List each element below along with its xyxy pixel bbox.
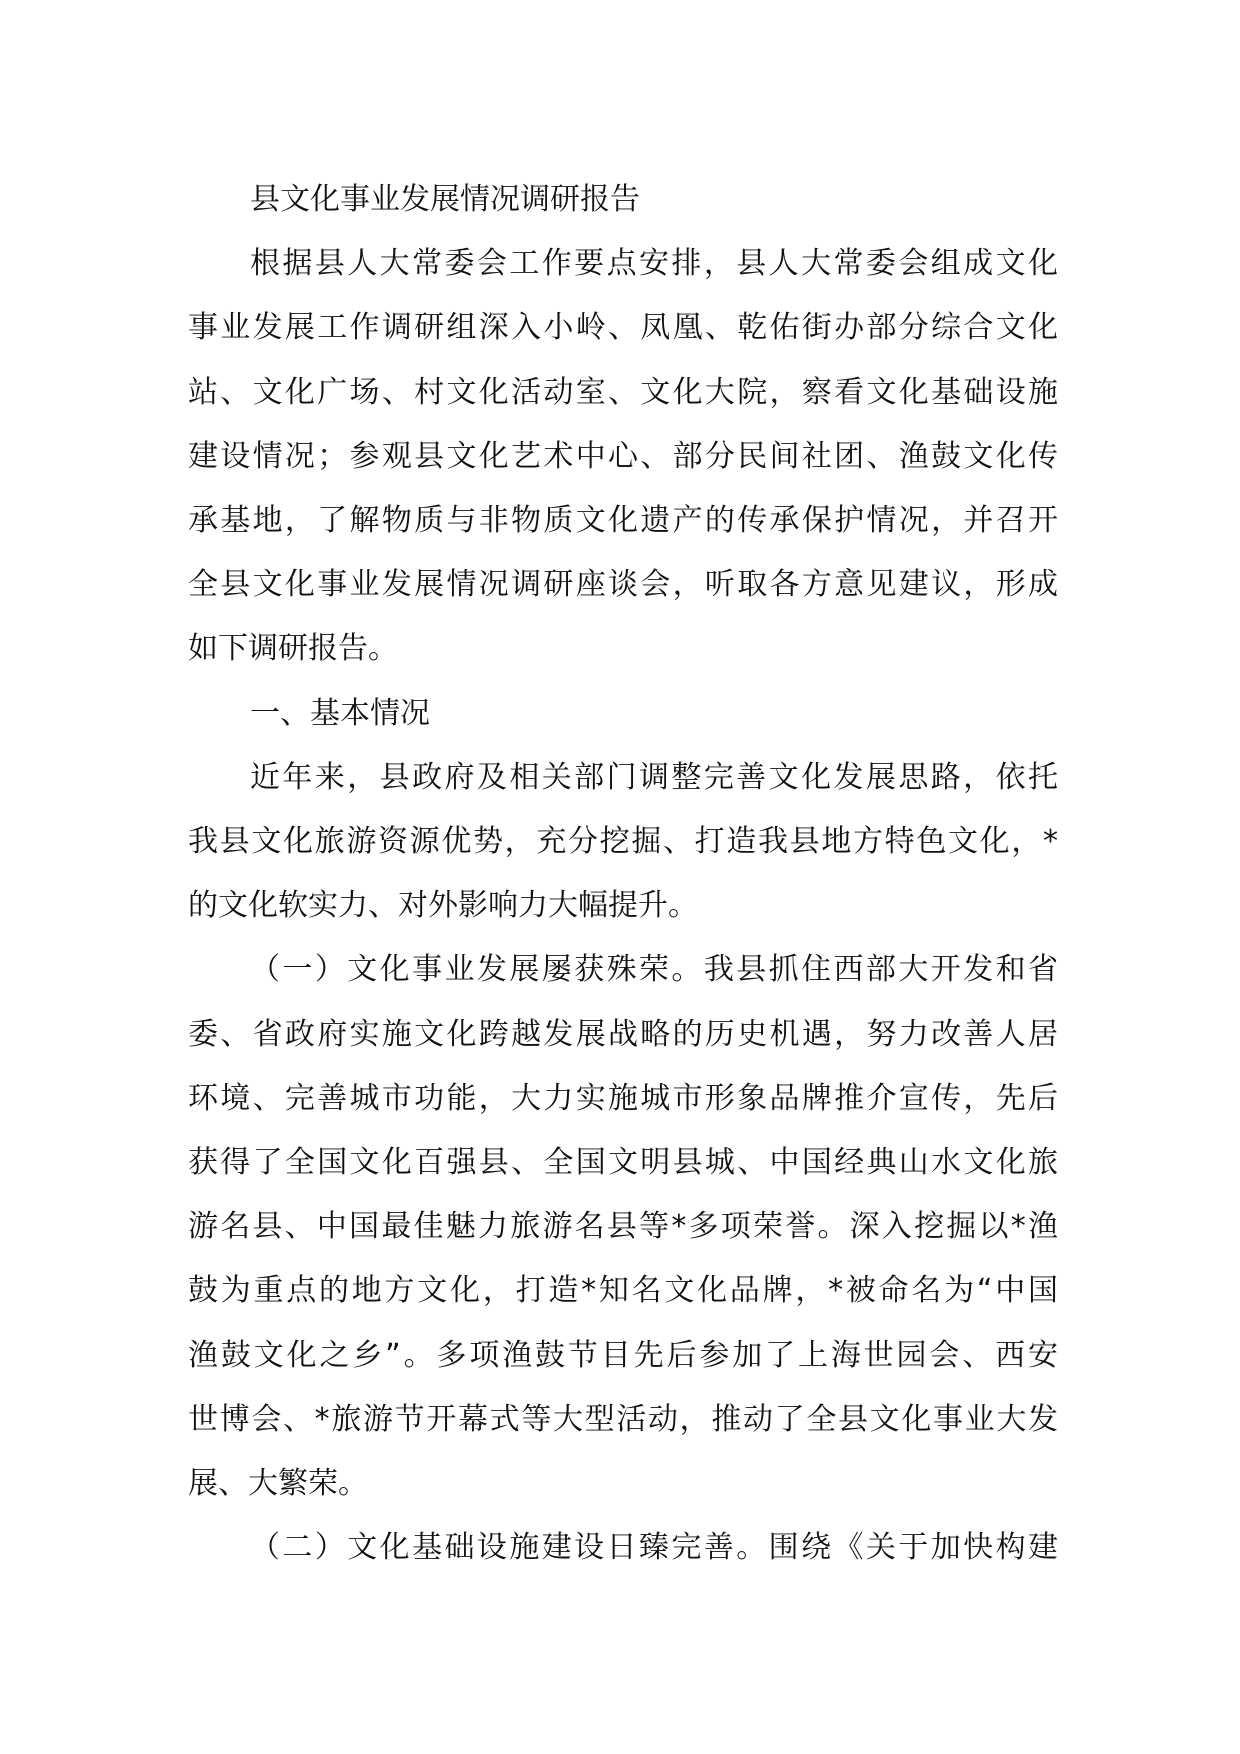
paragraph-honors <box>188 938 1058 1516</box>
paragraph-overview <box>188 746 1058 939</box>
text-line: 建设情况；参观县文化艺术中心、部分民间社团、渔鼓文化传 <box>188 438 1058 474</box>
text-line: 渔鼓文化之乡”。多项渔鼓节目先后参加了上海世园会、西安 <box>188 1337 1058 1373</box>
text-line: （一）文化事业发展屡获殊荣。我县抓住西部大开发和省 <box>250 952 1058 988</box>
text-line: 全县文化事业发展情况调研座谈会，听取各方意见建议，形成 <box>188 567 1058 603</box>
document-title: 县文化事业发展情况调研报告 <box>250 182 640 217</box>
paragraph-infrastructure <box>188 1516 1058 1580</box>
text-line: （二）文化基础设施建设日臻完善。围绕《关于加快构建 <box>250 1530 1058 1566</box>
text-line: 我县文化旅游资源优势，充分挖掘、打造我县地方特色文化，* <box>188 824 1058 860</box>
text-line: 近年来，县政府及相关部门调整完善文化发展思路，依托 <box>250 759 1058 795</box>
text-line: 如下调研报告。 <box>188 631 398 667</box>
text-line: 事业发展工作调研组深入小岭、凤凰、乾佑街办部分综合文化 <box>188 310 1058 346</box>
paragraph-intro <box>188 232 1058 681</box>
text-line: 委、省政府实施文化跨越发展战略的历史机遇，努力改善人居 <box>188 1016 1058 1052</box>
text-line: 根据县人大常委会工作要点安排，县人大常委会组成文化 <box>250 246 1058 282</box>
text-line: 承基地，了解物质与非物质文化遗产的传承保护情况，并召开 <box>188 503 1058 539</box>
text-line: 鼓为重点的地方文化，打造*知名文化品牌，*被命名为“中国 <box>188 1273 1058 1309</box>
section-heading <box>188 682 1058 746</box>
text-line: 展、大繁荣。 <box>188 1466 368 1502</box>
heading-basic-situation: 一、基本情况 <box>250 695 430 731</box>
text-line: 的文化软实力、对外影响力大幅提升。 <box>188 888 698 924</box>
document-body <box>188 168 1058 1580</box>
text-line: 站、文化广场、村文化活动室、文化大院，察看文化基础设施 <box>188 374 1058 410</box>
text-line: 环境、完善城市功能，大力实施城市形象品牌推介宣传，先后 <box>188 1080 1058 1116</box>
text-line: 获得了全国文化百强县、全国文明县城、中国经典山水文化旅 <box>188 1145 1058 1181</box>
text-line: 世博会、*旅游节开幕式等大型活动，推动了全县文化事业大发 <box>188 1401 1058 1437</box>
text-line: 游名县、中国最佳魅力旅游名县等*多项荣誉。深入挖掘以*渔 <box>188 1209 1058 1245</box>
